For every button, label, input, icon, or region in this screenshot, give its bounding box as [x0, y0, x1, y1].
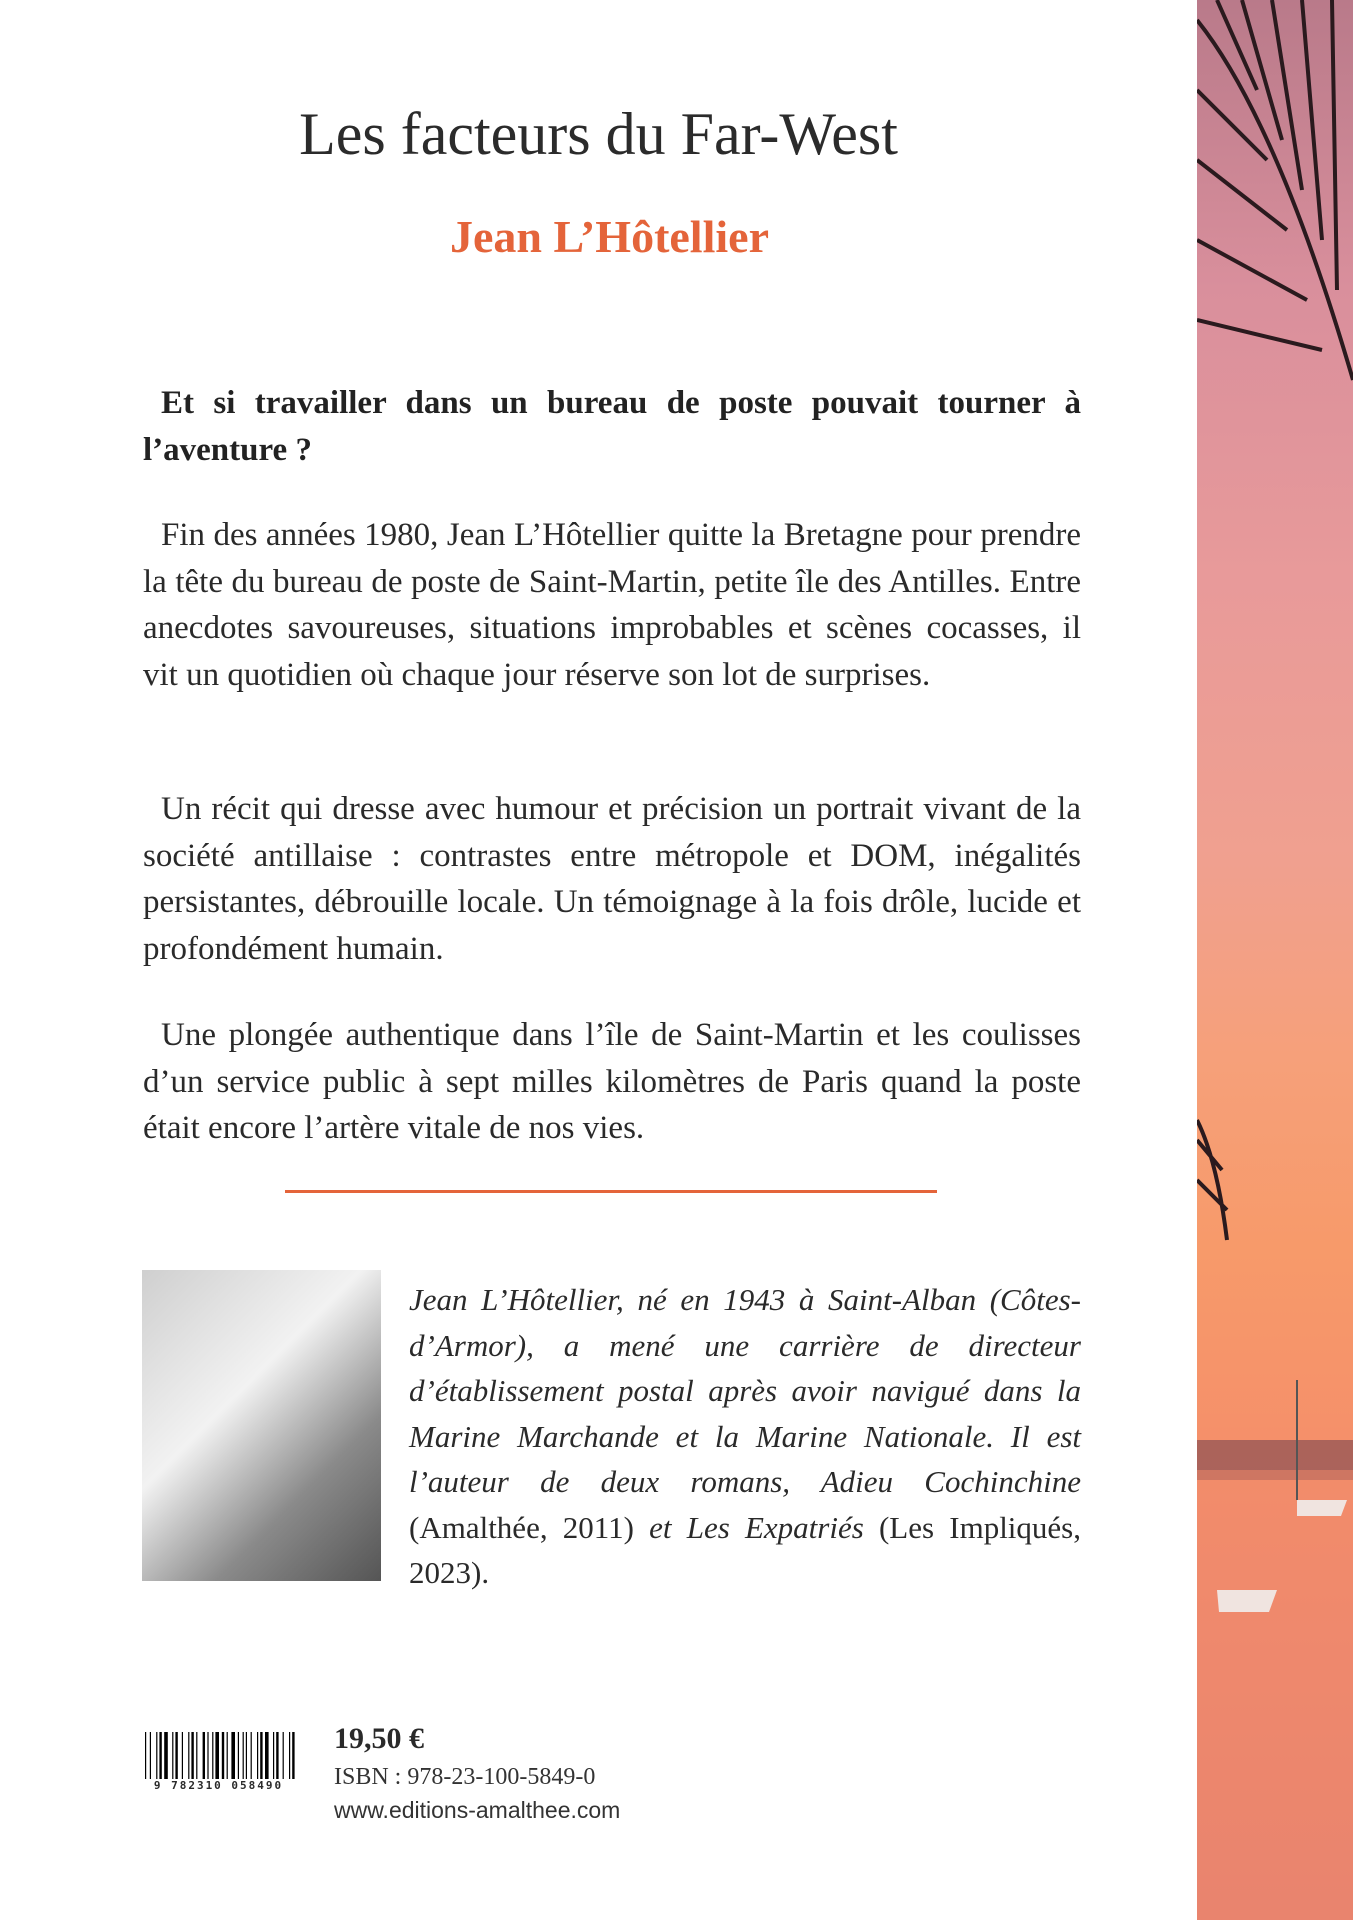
barcode-digits: 9 782310 058490	[135, 1779, 302, 1792]
blurb-paragraph-2: Un récit qui dresse avec humour et précision un portrait vivant de la société antillaise : contrastes entre métropole et DOM, inégalités persistantes, débrouille locale. Un témoignage à la fois drôle, lucide et profondément humain.	[143, 791, 1081, 967]
bio-publisher-1: (Amalthée, 2011)	[409, 1509, 634, 1545]
barcode	[135, 1732, 302, 1792]
tagline-question: Et si travailler dans un bureau de poste pouvait tourner à l’aventure ?	[143, 385, 1081, 468]
author-name: Jean L’Hôtellier	[450, 211, 769, 262]
price: 19,50 €	[334, 1722, 424, 1755]
book-title: Les facteurs du Far-West	[299, 101, 898, 167]
blurb-paragraph-3: Une plongée authentique dans l’île de Saint-Martin et les coulisses d’un service public à sept milles kilomètres de Paris quand la poste était encore l’artère vitale de nos vies.	[143, 1017, 1081, 1146]
cover-photo-sunset-palms	[1197, 0, 1353, 1920]
author-photo	[142, 1270, 381, 1581]
bio-text-2: et Les Expatriés	[633, 1509, 879, 1545]
bio-text: Jean L’Hôtellier, né en 1943 à Saint-Alban (Côtes-d’Armor), a mené une carrière de directeur d’établissement postal après avoir navigué dans la Marine Marchande et la Marine Nationale. Il est l’auteur de deux romans, Adieu Cochinchine	[409, 1282, 1081, 1499]
divider	[285, 1190, 937, 1193]
bio-publisher-2: (Les Impliqués, 2023).	[409, 1509, 1081, 1590]
palm-leaves-icon	[1197, 0, 1353, 1920]
author-bio	[409, 1277, 1081, 1596]
publisher-website[interactable]: www.editions-amalthee.com	[334, 1797, 621, 1823]
isbn: ISBN : 978-23-100-5849-0	[334, 1764, 596, 1790]
blurb-paragraph-1: Fin des années 1980, Jean L’Hôtellier quitte la Bretagne pour prendre la tête du bureau de poste de Saint-Martin, petite île des Antilles. Entre anecdotes savoureuses, situations improbables et scènes cocasses, il vit un quotidien où chaque jour réserve son lot de surprises.	[143, 517, 1081, 693]
